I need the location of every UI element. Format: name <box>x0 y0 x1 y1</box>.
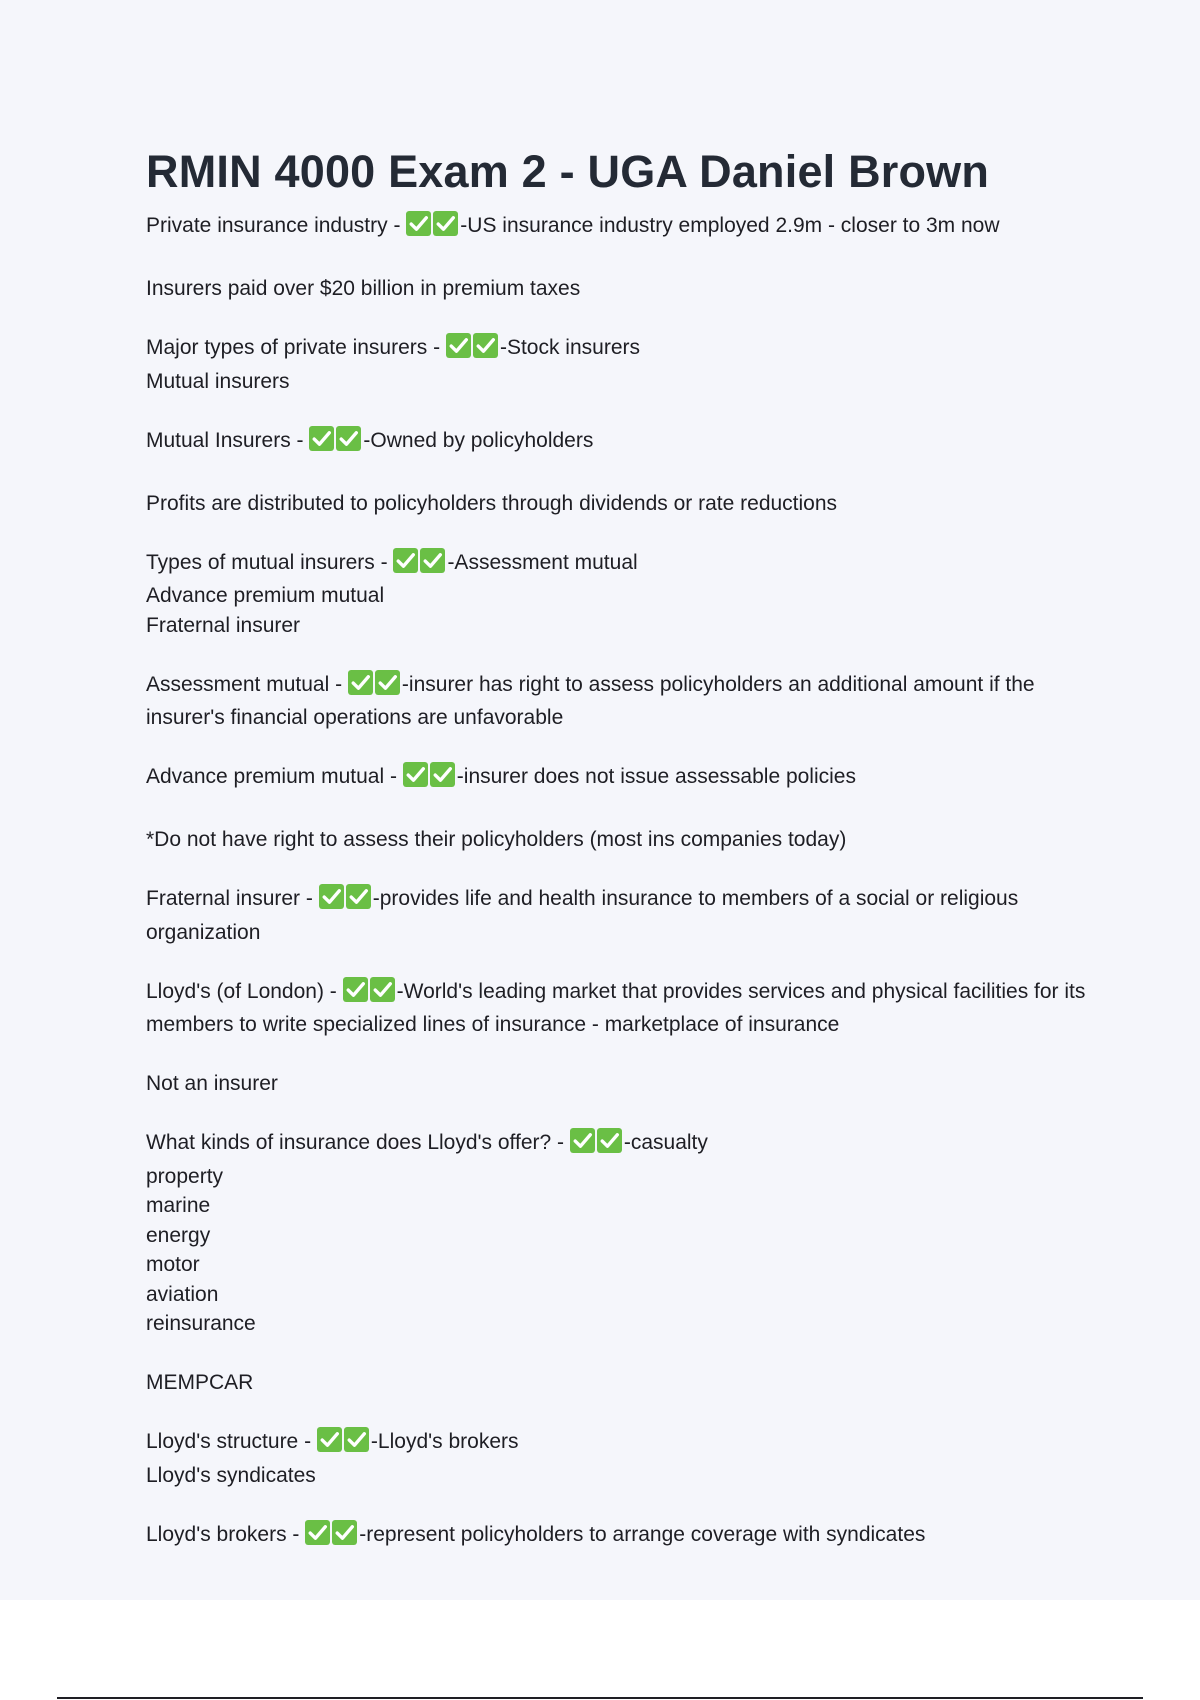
entry-first-line <box>146 1427 1096 1461</box>
entry-answer: -casualty <box>623 1131 708 1154</box>
entry-first-line <box>146 211 1096 245</box>
entry-answer: -represent policyholders to arrange coverage with syndicates <box>359 1522 926 1546</box>
entry-term: Advance premium mutual - <box>146 765 397 788</box>
entry-first-line <box>146 548 1096 582</box>
entry-answer-line: Lloyd's syndicates <box>146 1463 316 1487</box>
entry-answer-line: motor <box>146 1253 200 1276</box>
entry-note: Insurers paid over $20 billion in premium taxes <box>146 277 581 300</box>
entry-answer: -World's leading market that provides services and physical facilities for its members to write specialized lines of insurance - marketplace of insurance <box>146 979 1086 1036</box>
flashcard-entry <box>146 1128 1096 1339</box>
document-title: RMIN 4000 Exam 2 - UGA Daniel Brown <box>146 146 990 197</box>
entry-first-line <box>146 884 1096 947</box>
entry-answer-line: marine <box>146 1194 211 1217</box>
entry-answer-line: aviation <box>146 1282 219 1306</box>
flashcard-entry <box>146 333 1096 396</box>
entry-first-line <box>146 1368 1096 1398</box>
entry-first-line <box>146 1069 1096 1099</box>
flashcard-entry <box>146 1069 1096 1099</box>
double-check-icon <box>406 211 460 245</box>
flashcard-list <box>146 211 1096 1553</box>
entry-answer: -Assessment mutual <box>447 550 638 574</box>
entry-term: Private insurance industry - <box>146 214 401 237</box>
entry-answer-line: Mutual insurers <box>146 369 290 393</box>
double-check-icon <box>343 977 397 1011</box>
flashcard-entry <box>146 426 1096 460</box>
flashcard-entry <box>146 977 1096 1040</box>
entry-answer-line: Fraternal insurer <box>146 613 301 637</box>
entry-first-line <box>146 762 1096 796</box>
entry-first-line <box>146 274 1096 304</box>
entry-term: Types of mutual insurers - <box>146 550 388 574</box>
entry-term: Lloyd's brokers - <box>146 1522 300 1546</box>
entry-answer-line: property <box>146 1164 224 1188</box>
entry-first-line <box>146 825 1096 855</box>
flashcard-entry <box>146 1368 1096 1398</box>
entry-first-line <box>146 1128 1096 1162</box>
double-check-icon <box>570 1128 624 1162</box>
entry-term: Mutual Insurers - <box>146 428 304 452</box>
entry-term: What kinds of insurance does Lloyd's offer? - <box>146 1131 565 1154</box>
flashcard-entry <box>146 211 1096 245</box>
double-check-icon <box>446 333 500 367</box>
entry-note: MEMPCAR <box>146 1371 254 1394</box>
flashcard-entry <box>146 670 1096 733</box>
entry-note: Not an insurer <box>146 1072 278 1095</box>
entry-term: Assessment mutual - <box>146 672 343 696</box>
flashcard-entry <box>146 825 1096 855</box>
entry-answer: -US insurance industry employed 2.9m - closer to 3m now <box>460 214 1000 237</box>
flashcard-entry <box>146 884 1096 947</box>
entry-term: Major types of private insurers - <box>146 336 441 359</box>
entry-answer: -insurer has right to assess policyholders an additional amount if the insurer's financial operations are unfavorable <box>146 672 1035 729</box>
entry-answer-line: energy <box>146 1223 211 1247</box>
entry-answer: -Stock insurers <box>499 336 640 359</box>
document-content <box>146 143 1096 1583</box>
double-check-icon <box>393 548 447 582</box>
entry-first-line <box>146 670 1096 733</box>
entry-first-line <box>146 489 1096 519</box>
entry-term: Lloyd's (of London) - <box>146 979 337 1003</box>
flashcard-entry <box>146 762 1096 796</box>
entry-first-line <box>146 1520 1096 1554</box>
entry-first-line <box>146 426 1096 460</box>
entry-answer: -provides life and health insurance to members of a social or religious organization <box>146 887 1019 944</box>
entry-first-line <box>146 333 1096 367</box>
entry-note: *Do not have right to assess their policyholders (most ins companies today) <box>146 828 847 851</box>
entry-note: Profits are distributed to policyholders through dividends or rate reductions <box>146 491 838 515</box>
flashcard-entry <box>146 1427 1096 1490</box>
entry-first-line <box>146 977 1096 1040</box>
entry-term: Lloyd's structure - <box>146 1430 312 1453</box>
footer-divider <box>57 1697 1143 1699</box>
entry-answer-line: Advance premium mutual <box>146 584 385 607</box>
entry-answer: -Owned by policyholders <box>363 428 594 452</box>
flashcard-entry <box>146 489 1096 519</box>
flashcard-entry <box>146 548 1096 641</box>
double-check-icon <box>348 670 402 704</box>
entry-answer-line: reinsurance <box>146 1312 256 1335</box>
entry-term: Fraternal insurer - <box>146 887 313 910</box>
flashcard-entry <box>146 274 1096 304</box>
double-check-icon <box>317 1427 371 1461</box>
double-check-icon <box>305 1520 359 1554</box>
double-check-icon <box>403 762 457 796</box>
entry-answer: -Lloyd's brokers <box>370 1430 519 1453</box>
flashcard-entry <box>146 1520 1096 1554</box>
entry-answer: -insurer does not issue assessable policies <box>456 765 856 788</box>
double-check-icon <box>319 884 373 918</box>
double-check-icon <box>309 426 363 460</box>
